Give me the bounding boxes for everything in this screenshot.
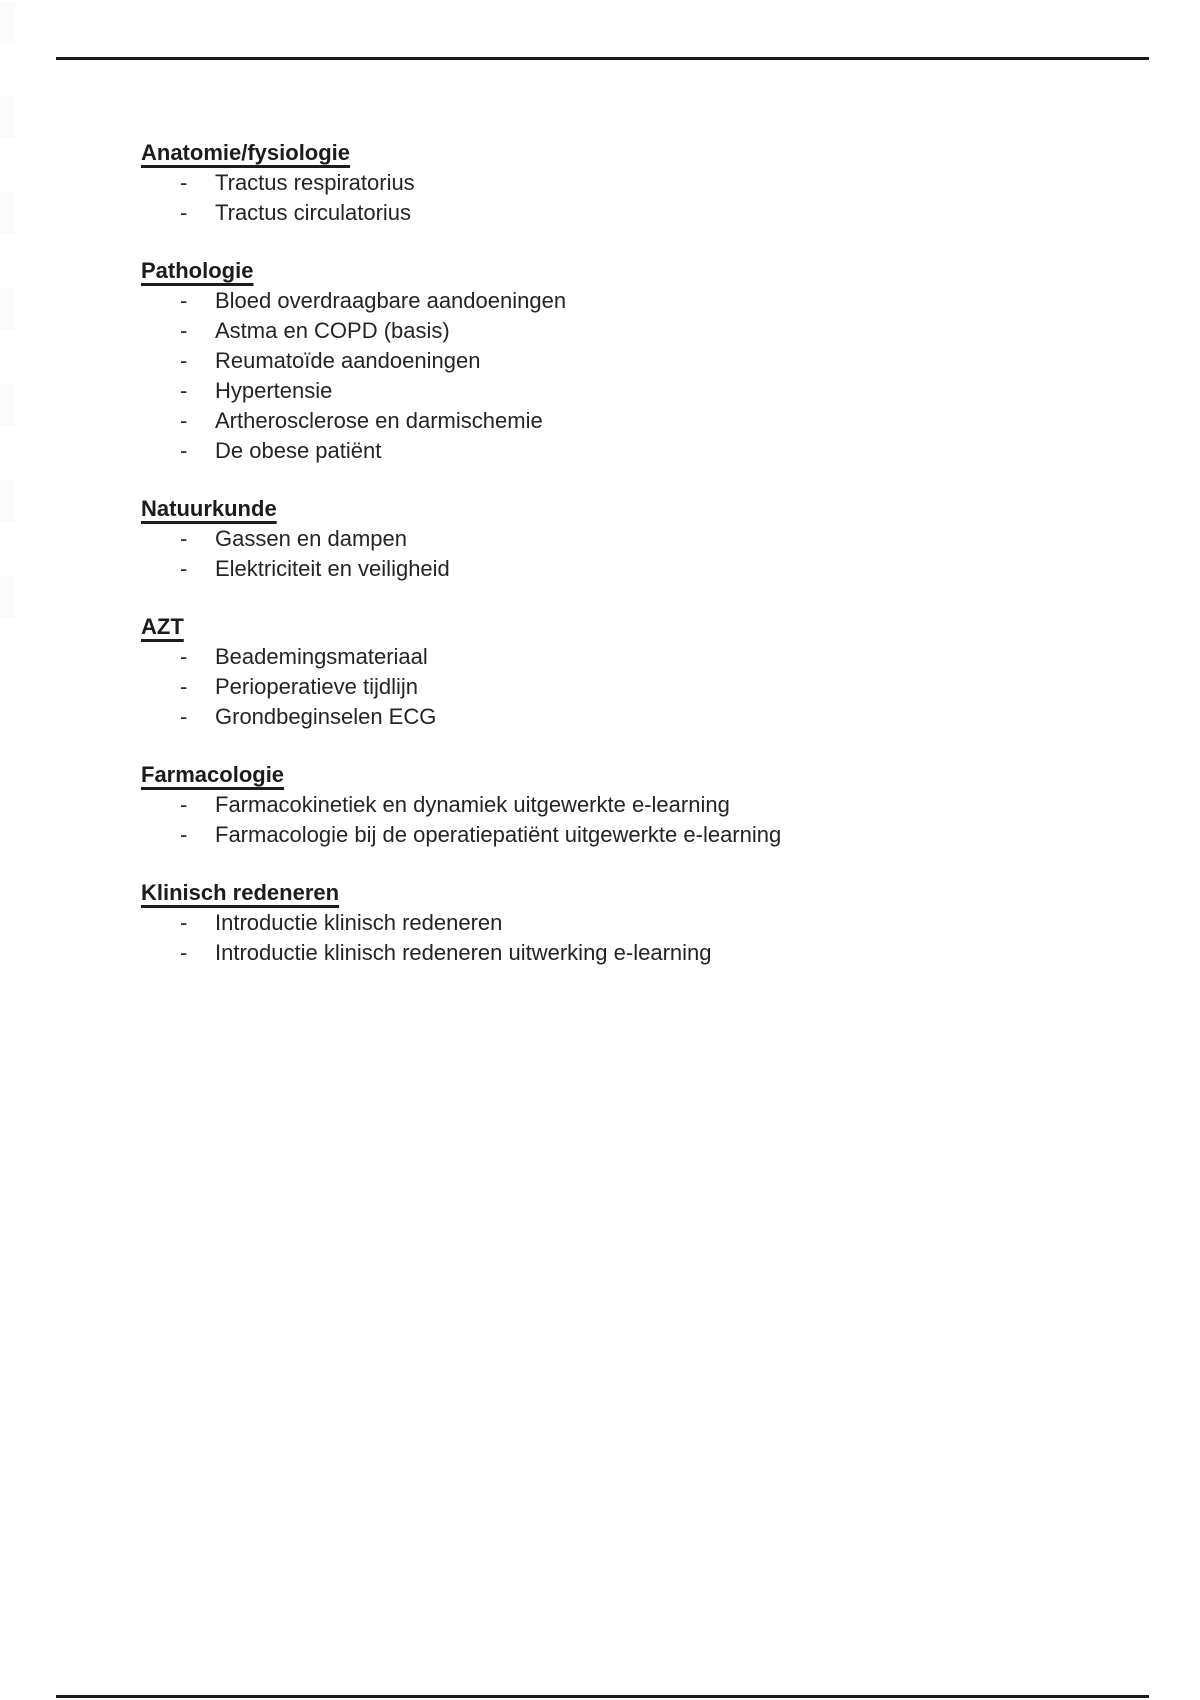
dash-bullet-icon: - (180, 408, 188, 433)
dash-bullet-icon: - (180, 170, 188, 195)
list-item-text: Artherosclerose en darmischemie (215, 408, 543, 433)
scan-artifact (0, 288, 15, 330)
list-item (141, 790, 1150, 820)
scan-artifact (0, 480, 15, 522)
section (141, 138, 1150, 228)
list-item-text: Bloed overdraagbare aandoeningen (215, 288, 567, 313)
section (141, 878, 1150, 968)
dash-bullet-icon: - (180, 438, 188, 463)
list-item (141, 554, 1150, 584)
list-item (141, 642, 1150, 672)
dash-bullet-icon: - (180, 288, 188, 313)
dash-bullet-icon: - (180, 526, 188, 551)
dash-bullet-icon: - (180, 556, 188, 581)
list-item (141, 406, 1150, 436)
dash-bullet-icon: - (180, 674, 188, 699)
list-item (141, 316, 1150, 346)
section-heading: Pathologie (141, 258, 254, 283)
list-item (141, 672, 1150, 702)
section-heading: Natuurkunde (141, 496, 277, 521)
section-list (141, 642, 1150, 732)
scan-artifact (0, 384, 15, 426)
section-list (141, 908, 1150, 968)
section (141, 256, 1150, 466)
list-item-text: Hypertensie (215, 378, 333, 403)
dash-bullet-icon: - (180, 378, 188, 403)
section-heading: Farmacologie (141, 762, 285, 787)
list-item-text: Beademingsmateriaal (215, 644, 428, 669)
list-item-text: Farmacologie bij de operatiepatiënt uitgewerkte e-learning (215, 822, 782, 847)
list-item (141, 198, 1150, 228)
list-item (141, 436, 1150, 466)
dash-bullet-icon: - (180, 704, 188, 729)
list-item-text: Farmacokinetiek en dynamiek uitgewerkte e-learning (215, 792, 730, 817)
list-item (141, 376, 1150, 406)
list-item-text: Introductie klinisch redeneren (215, 910, 503, 935)
list-item (141, 346, 1150, 376)
list-item-text: Tractus circulatorius (215, 200, 412, 225)
list-item-text: Elektriciteit en veiligheid (215, 556, 450, 581)
section-list (141, 286, 1150, 466)
scan-artifact (0, 2, 15, 44)
list-item-text: Reumatoïde aandoeningen (215, 348, 481, 373)
section-heading: Anatomie/fysiologie (141, 140, 351, 165)
top-rule (56, 57, 1149, 60)
section-list (141, 524, 1150, 584)
list-item (141, 938, 1150, 968)
dash-bullet-icon: - (180, 822, 188, 847)
scan-artifact (0, 192, 15, 234)
dash-bullet-icon: - (180, 348, 188, 373)
list-item-text: Perioperatieve tijdlijn (215, 674, 418, 699)
document-body (141, 138, 1150, 996)
dash-bullet-icon: - (180, 940, 188, 965)
scan-artifact (0, 576, 15, 618)
list-item-text: Introductie klinisch redeneren uitwerking e-learning (215, 940, 712, 965)
section-list (141, 790, 1150, 850)
section (141, 612, 1150, 732)
dash-bullet-icon: - (180, 200, 188, 225)
dash-bullet-icon: - (180, 318, 188, 343)
list-item-text: Grondbeginselen ECG (215, 704, 437, 729)
section (141, 494, 1150, 584)
list-item-text: Tractus respiratorius (215, 170, 415, 195)
section (141, 760, 1150, 850)
list-item (141, 524, 1150, 554)
section-list (141, 168, 1150, 228)
dash-bullet-icon: - (180, 644, 188, 669)
list-item-text: Gassen en dampen (215, 526, 408, 551)
list-item (141, 286, 1150, 316)
section-heading: Klinisch redeneren (141, 880, 340, 905)
list-item (141, 908, 1150, 938)
list-item-text: De obese patiënt (215, 438, 382, 463)
scan-artifact (0, 96, 15, 138)
dash-bullet-icon: - (180, 792, 188, 817)
list-item (141, 702, 1150, 732)
section-heading: AZT (141, 614, 184, 639)
bottom-rule (56, 1695, 1149, 1698)
list-item (141, 820, 1150, 850)
dash-bullet-icon: - (180, 910, 188, 935)
list-item-text: Astma en COPD (basis) (215, 318, 450, 343)
list-item (141, 168, 1150, 198)
